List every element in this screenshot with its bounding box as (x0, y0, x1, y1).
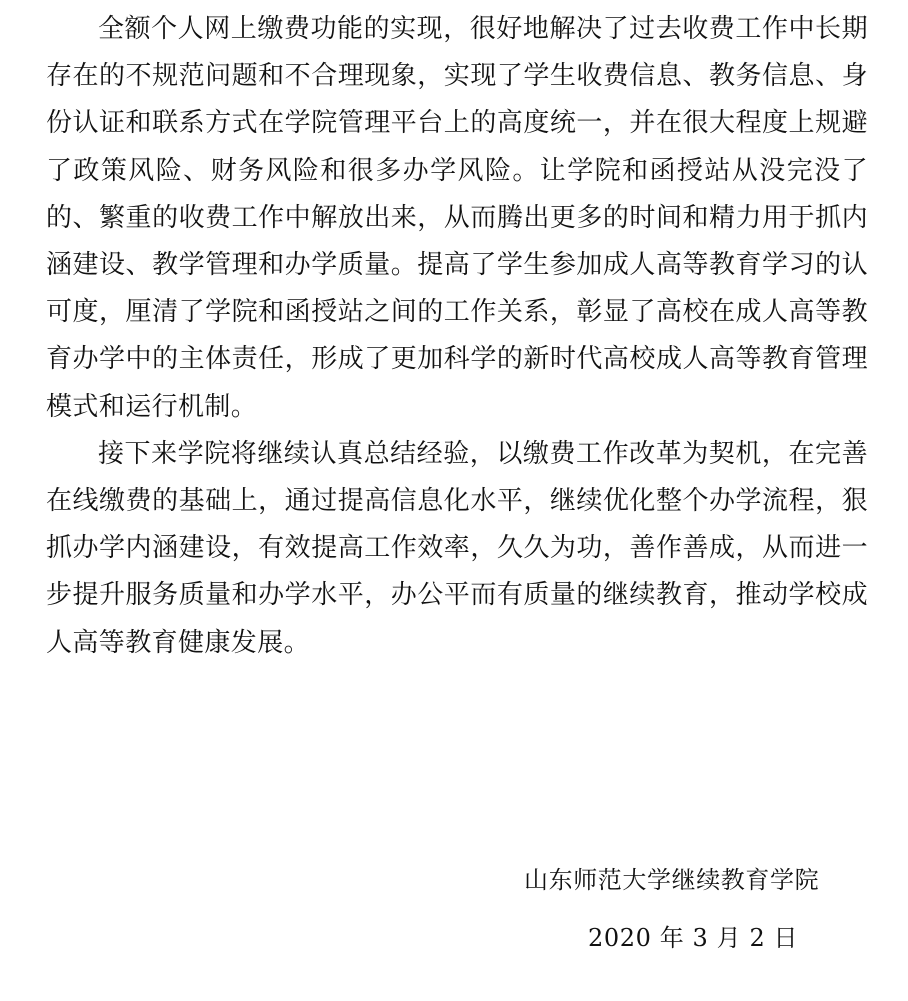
signature-organization: 山东师范大学继续教育学院 (524, 866, 820, 894)
signature-block (524, 860, 854, 952)
paragraph-online-payment-results: 全额个人网上缴费功能的实现，很好地解决了过去收费工作中长期存在的不规范问题和不合理现象，实现了学生收费信息、教务信息、身份认证和联系方式在学院管理平台上的高度统一，并在很大程度上规避了政策风险、财务风险和很多办学风险。让学院和函授站从没完没了的、繁重的收费工作中解放出来，从而腾出更多的时间和精力用于抓内涵建设、教学管理和办学质量。提高了学生参加成人高等教育学习的认可度，厘清了学院和函授站之间的工作关系，彰显了高校在成人高等教育办学中的主体责任，形成了更加科学的新时代高校成人高等教育管理模式和运行机制。 (46, 14, 868, 422)
paragraph-next-steps: 接下来学院将继续认真总结经验，以缴费工作改革为契机，在完善在线缴费的基础上，通过提高信息化水平，继续优化整个办学流程，狠抓办学内涵建设，有效提高工作效率，久久为功，善作善成，从而进一步提升服务质量和办学水平，办公平而有质量的继续教育，推动学校成人高等教育健康发展。 (46, 438, 868, 658)
signature-date: 2020 年 3 月 2 日 (588, 924, 799, 952)
document-body (46, 6, 868, 667)
